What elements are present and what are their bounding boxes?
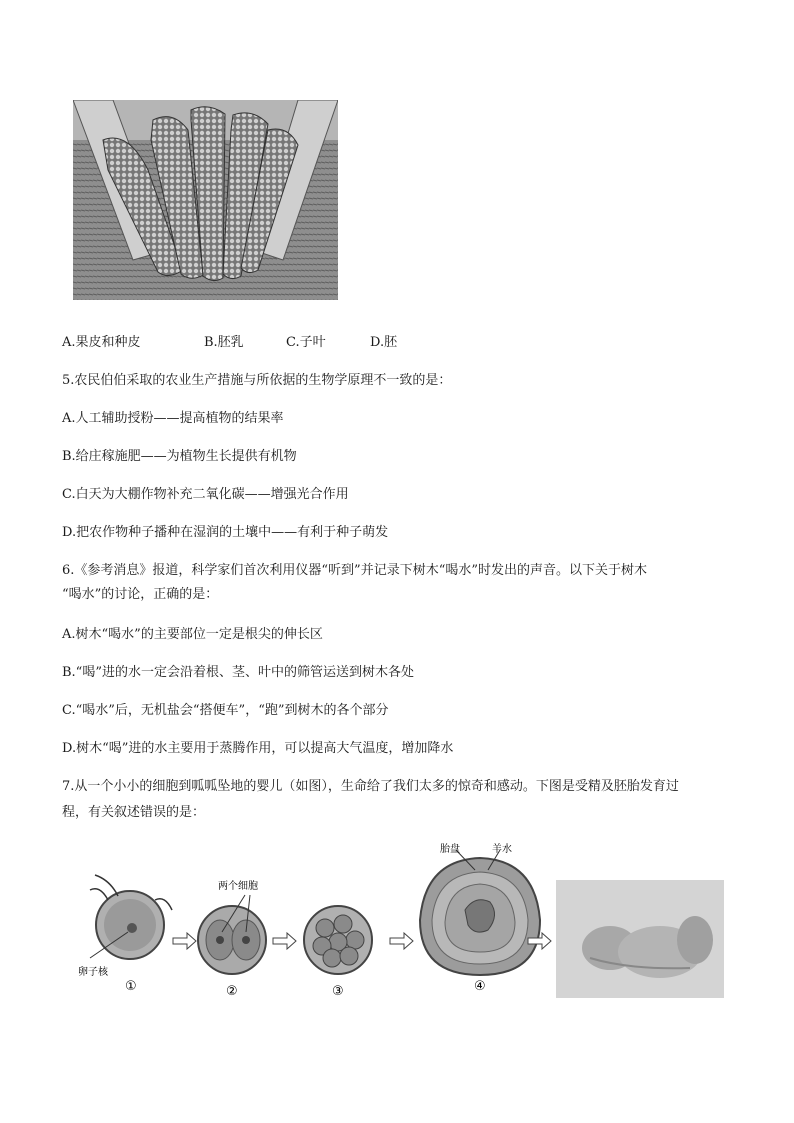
q4-option-b: B.胚乳	[204, 335, 244, 350]
embryo-figure-svg	[70, 840, 730, 1005]
stage3-cluster-illustration	[304, 906, 372, 974]
q4-option-a: A.果皮和种皮	[62, 335, 141, 350]
stage-number-2: ②	[226, 984, 238, 999]
q4-option-c: C.子叶	[286, 335, 326, 350]
arrow-2-icon	[273, 933, 296, 949]
q6-option-b: B.“喝”进的水一定会沿着根、茎、叶中的筛管运送到树木各处	[62, 665, 414, 680]
q4-options	[62, 334, 397, 352]
stage2-two-cells-illustration	[198, 895, 266, 974]
label-nucleus: 卵子核	[78, 967, 108, 978]
q4-option-d: D.胚	[370, 335, 398, 350]
embryo-development-figure	[70, 840, 730, 1005]
q5-stem: 5.农民伯伯采取的农业生产措施与所依据的生物学原理不一致的是：	[62, 373, 452, 388]
q6-option-a: A.树木“喝水”的主要部位一定是根尖的伸长区	[62, 627, 323, 642]
q5-option-c: C.白天为大棚作物补充二氧化碳——增强光合作用	[62, 487, 349, 502]
stage-number-3: ③	[332, 984, 344, 999]
q6-option-c: C.“喝水”后，无机盐会“搭便车”，“跑”到树木的各个部分	[62, 703, 389, 718]
q6-option-d: D.树木“喝”进的水主要用于蒸腾作用，可以提高大气温度，增加降水	[62, 741, 454, 756]
q5-option-d: D.把农作物种子播种在湿润的土壤中——有利于种子萌发	[62, 525, 389, 540]
arrow-3-icon	[390, 933, 413, 949]
corn-photo	[73, 100, 338, 300]
q5-option-a: A.人工辅助授粉——提高植物的结果率	[62, 411, 284, 426]
q7-stem-line2: 程，有关叙述错误的是：	[62, 805, 206, 820]
q5-option-b: B.给庄稼施肥——为植物生长提供有机物	[62, 449, 297, 464]
stage4-embryo-illustration	[420, 850, 540, 975]
stage-number-1: ①	[125, 979, 137, 994]
label-placenta: 胎盘	[440, 844, 460, 855]
q6-stem-line1: 6.《参考消息》报道，科学家们首次利用仪器“听到”并记录下树木“喝水”时发出的声音。以下关于树木	[62, 563, 647, 578]
arrow-1-icon	[173, 933, 196, 949]
stage-number-4: ④	[474, 979, 486, 994]
stage1-egg-illustration	[90, 875, 172, 959]
baby-photo	[556, 880, 724, 998]
label-two-cells: 两个细胞	[218, 881, 258, 892]
label-amniotic: 羊水	[492, 844, 512, 855]
q7-stem-line1: 7.从一个小小的细胞到呱呱坠地的婴儿（如图），生命给了我们太多的惊奇和感动。下图是受精及胚胎发育过	[62, 779, 679, 794]
q6-stem-line2: “喝水”的讨论，正确的是：	[62, 587, 219, 602]
